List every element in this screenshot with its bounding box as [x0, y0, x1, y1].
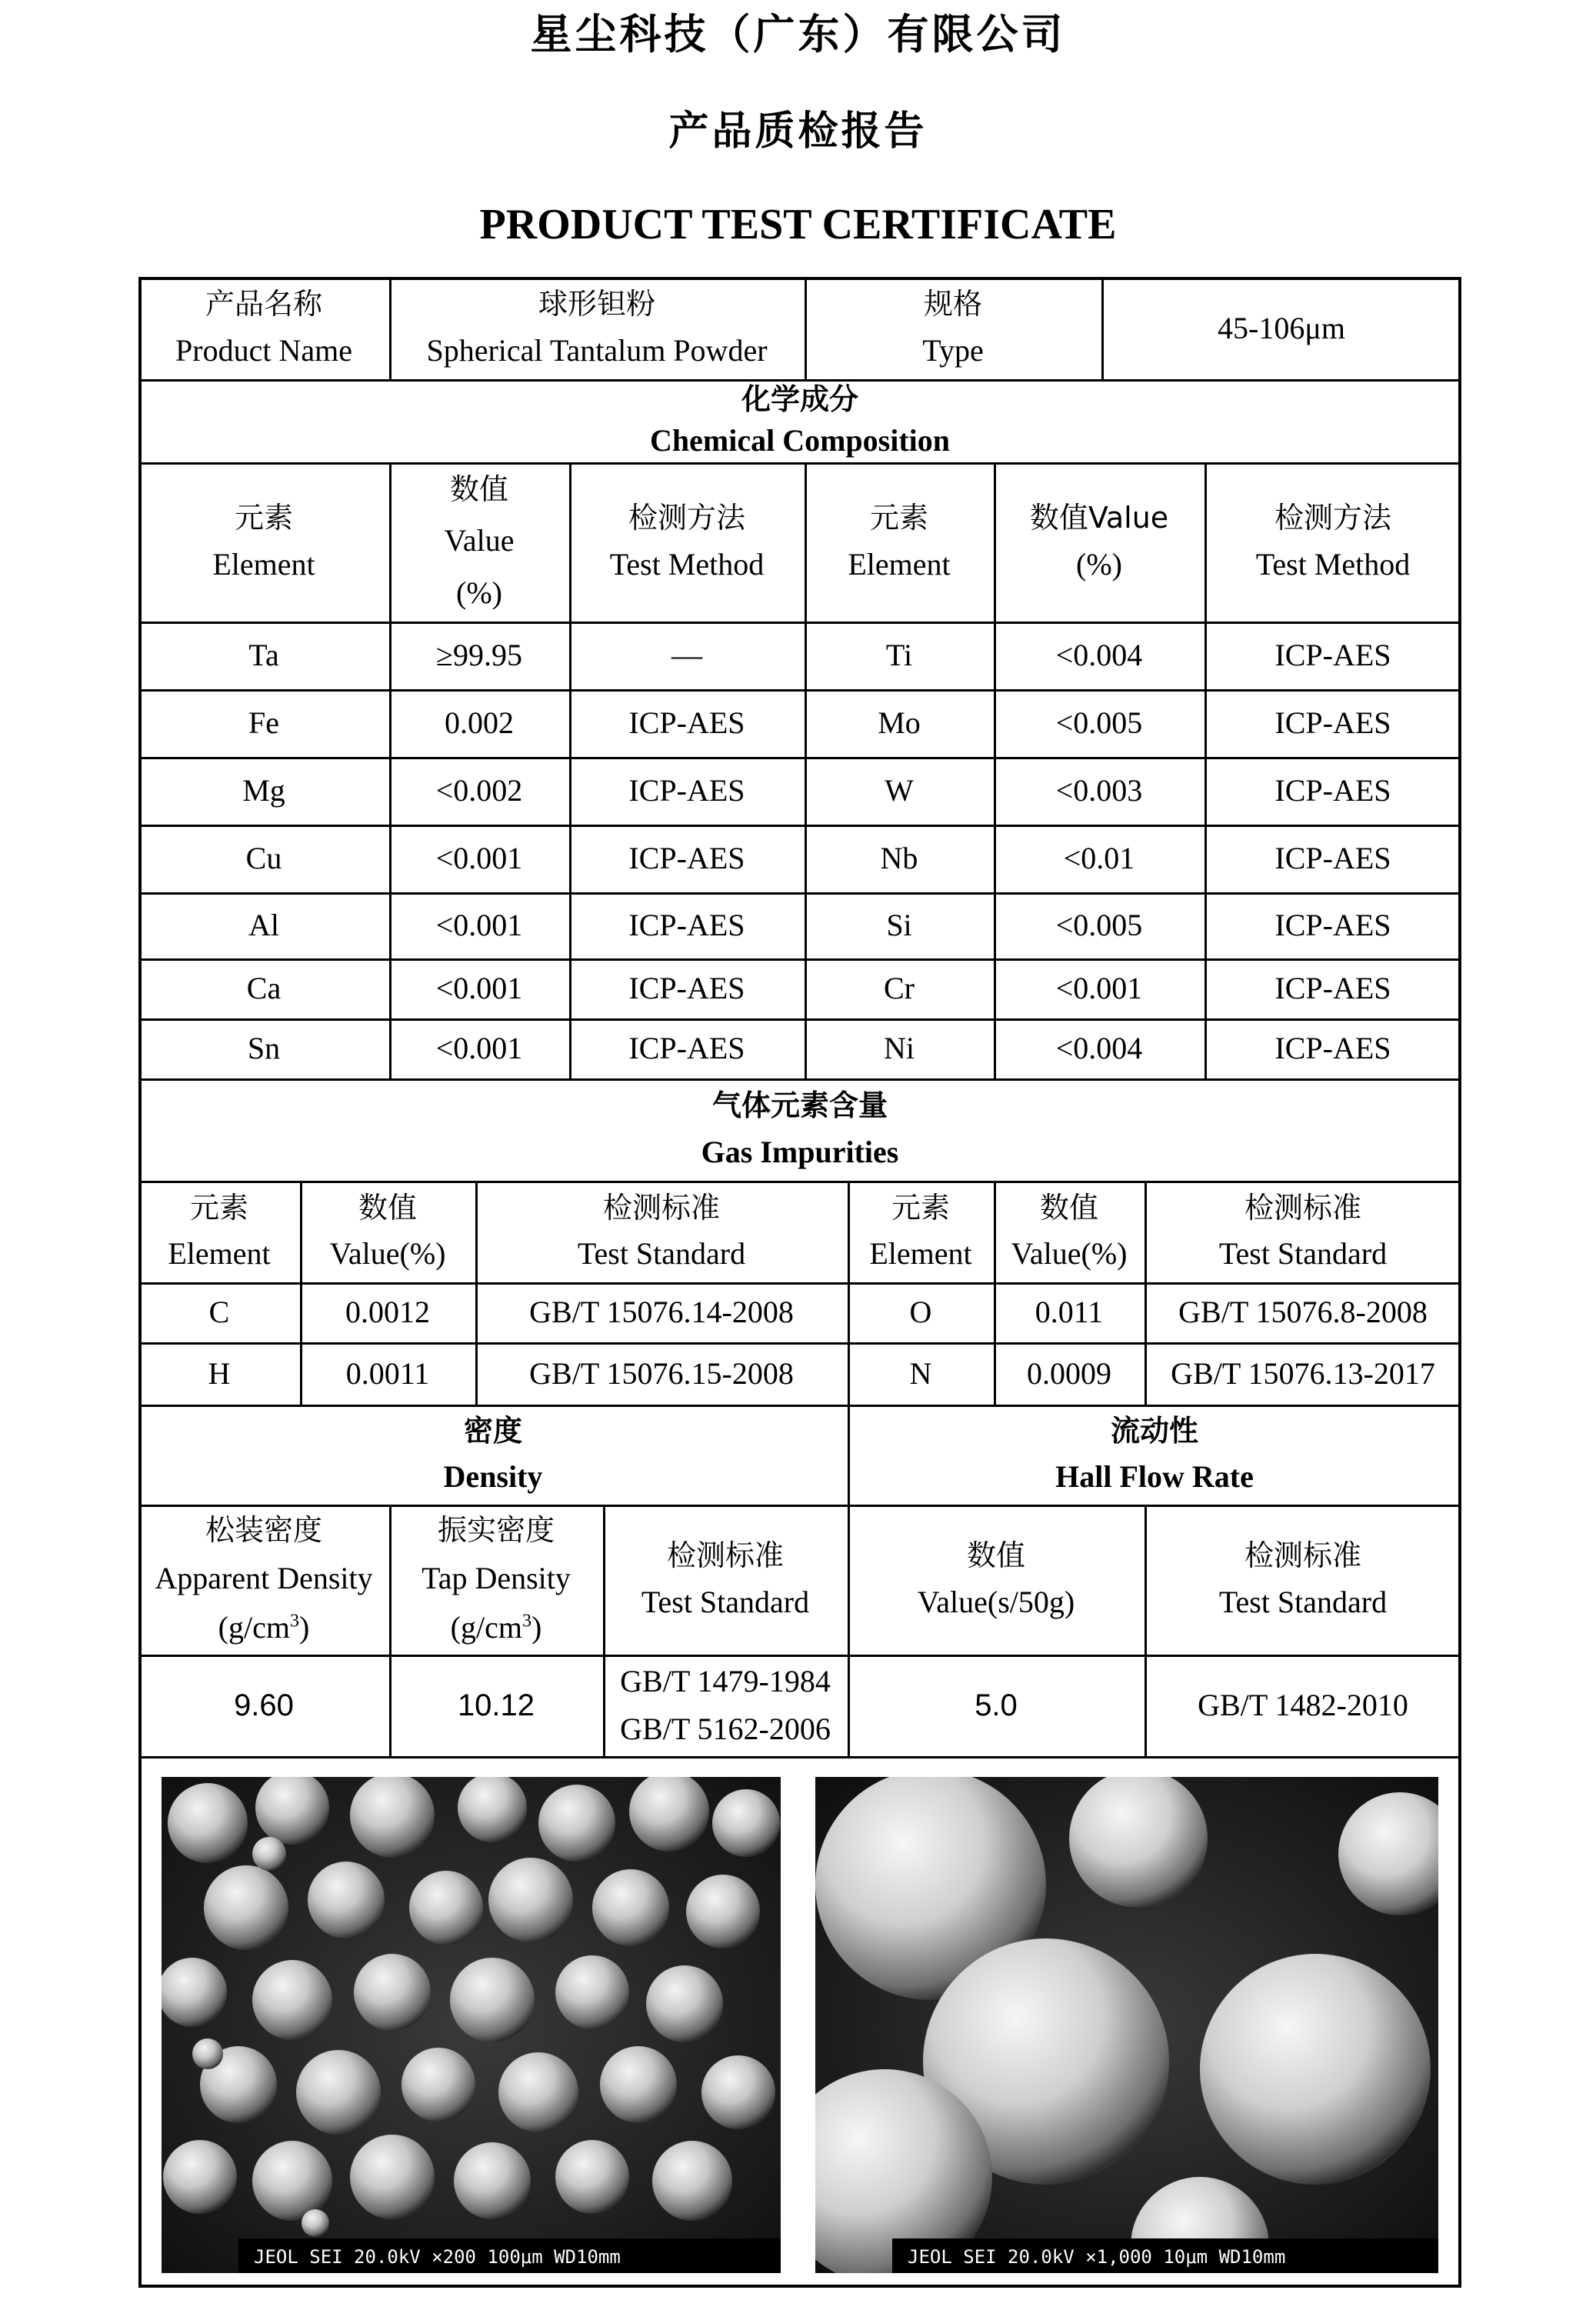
gas-head-element-zh-right: 元素 — [891, 1190, 950, 1225]
product-name-value-cell — [389, 277, 805, 379]
apparent-density-zh: 松装密度 — [205, 1513, 322, 1548]
table-cell: <0.001 — [1055, 971, 1143, 1005]
gas-head-value-right — [994, 1181, 1145, 1282]
sem-caption-1: JEOL SEI 20.0kV ×200 100μm WD10mm — [254, 2246, 621, 2268]
chem-head-method-zh: 检测方法 — [628, 501, 745, 535]
table-cell: <0.001 — [435, 908, 523, 942]
report-title: 产品质检报告 — [668, 108, 928, 155]
table-cell: Sn — [247, 1031, 281, 1065]
flow-value-en: Value(s/50g) — [917, 1584, 1075, 1619]
chem-head-element-left — [138, 462, 389, 622]
table-cell: <0.001 — [435, 841, 523, 875]
flow-standard-en: Test Standard — [1218, 1584, 1388, 1619]
table-cell: ICP-AES — [628, 908, 745, 942]
table-cell: <0.001 — [435, 1031, 523, 1065]
density-standard-values — [603, 1655, 848, 1756]
table-cell: Nb — [880, 841, 918, 875]
chem-head-value-right — [994, 462, 1204, 622]
table-cell: ICP-AES — [1274, 971, 1391, 1005]
gas-head-value-zh-right: 数值 — [1039, 1190, 1098, 1225]
table-cell: ICP-AES — [1274, 638, 1391, 672]
chem-head-element-right — [805, 462, 994, 622]
apparent-density-head — [138, 1505, 389, 1655]
gas-head-value-en: Value(%) — [329, 1236, 446, 1272]
chem-head-method-zh-right: 检测方法 — [1274, 501, 1391, 535]
gas-head-value-en-right: Value(%) — [1011, 1236, 1128, 1272]
table-cell: 0.0011 — [345, 1355, 430, 1391]
apparent-density-unit: $(g/cm^3)$ — [218, 1609, 310, 1645]
density-standard-2: GB/T 5162-2006 — [620, 1712, 831, 1746]
table-cell: GB/T 15076.13-2017 — [1171, 1355, 1435, 1391]
table-cell: <0.005 — [1055, 908, 1143, 942]
table-cell: Ni — [884, 1031, 915, 1065]
table-cell: ICP-AES — [1274, 908, 1391, 942]
gas-head-standard-zh-right: 检测标准 — [1244, 1190, 1361, 1225]
table-cell: ICP-AES — [628, 841, 745, 875]
table-cell: O — [909, 1295, 932, 1329]
chem-head-method-en: Test Method — [609, 546, 765, 582]
gas-head-element-right — [848, 1181, 994, 1282]
flow-value-head — [848, 1505, 1145, 1655]
table-cell: Al — [248, 908, 279, 942]
chem-head-element-en: Element — [212, 546, 315, 582]
flow-section-title — [848, 1405, 1461, 1505]
table-cell: N — [909, 1355, 932, 1391]
table-cell: ICP-AES — [628, 705, 745, 740]
table-cell: <0.005 — [1055, 705, 1143, 740]
gas-head-element-zh: 元素 — [189, 1190, 248, 1225]
chem-head-method-right — [1204, 462, 1461, 622]
table-cell: Ta — [248, 638, 279, 672]
chemical-title-zh: 化学成分 — [741, 382, 858, 417]
flow-title-zh: 流动性 — [1110, 1413, 1198, 1448]
flow-standard-head — [1145, 1505, 1461, 1655]
table-cell: 0.0009 — [1027, 1355, 1111, 1391]
gas-title-zh: 气体元素含量 — [711, 1088, 888, 1123]
sem-caption-2: JEOL SEI 20.0kV ×1,000 10μm WD10mm — [908, 2246, 1286, 2268]
table-cell: ICP-AES — [1274, 773, 1391, 808]
chem-head-element-zh-right: 元素 — [869, 501, 928, 535]
gas-head-standard-left — [475, 1181, 848, 1282]
english-title: PRODUCT TEST CERTIFICATE — [479, 201, 1117, 248]
flow-title-en: Hall Flow Rate — [1055, 1459, 1254, 1495]
density-standard-1: GB/T 1479-1984 — [620, 1664, 831, 1698]
table-cell: <0.001 — [435, 971, 523, 1005]
table-cell: Cr — [884, 971, 915, 1005]
density-section-title — [138, 1405, 848, 1505]
table-cell: ICP-AES — [628, 773, 745, 808]
table-cell: Si — [886, 908, 912, 942]
table-cell: H — [208, 1355, 231, 1391]
table-cell: ICP-AES — [628, 971, 745, 1005]
table-cell: ICP-AES — [1274, 1031, 1391, 1065]
table-cell: — — [671, 638, 702, 672]
type-value: 45-106μm — [1218, 310, 1345, 345]
table-cell: 0.0012 — [345, 1295, 430, 1329]
chem-head-value-left — [389, 462, 569, 622]
gas-head-standard-zh: 检测标准 — [602, 1190, 720, 1225]
type-value-cell — [1101, 277, 1461, 379]
gas-head-element-en-right: Element — [869, 1236, 972, 1272]
chem-head-value-right-label: 数值Value — [1029, 501, 1169, 535]
table-cell: Fe — [248, 705, 279, 740]
table-cell: 0.002 — [445, 705, 514, 740]
product-name-label-en: Product Name — [175, 332, 352, 368]
gas-head-value-left — [300, 1181, 475, 1282]
chem-head-value-zh: 数值 — [449, 472, 508, 507]
type-label-cell — [805, 277, 1101, 379]
table-cell: W — [885, 773, 914, 808]
table-cell: Ca — [246, 971, 282, 1005]
table-cell: Mg — [242, 773, 285, 808]
table-cell: <0.004 — [1055, 1031, 1143, 1065]
table-cell: ICP-AES — [1274, 705, 1391, 740]
table-cell: ICP-AES — [628, 1031, 745, 1065]
table-cell: GB/T 15076.15-2008 — [529, 1355, 794, 1391]
table-cell: GB/T 15076.14-2008 — [529, 1295, 794, 1329]
gas-section-title — [138, 1078, 1461, 1181]
table-cell: <0.003 — [1055, 773, 1143, 808]
table-cell: C — [208, 1295, 230, 1329]
flow-standard-zh: 检测标准 — [1244, 1538, 1361, 1573]
type-label-zh: 规格 — [923, 287, 982, 322]
table-cell: Ti — [885, 638, 913, 672]
gas-title-en: Gas Impurities — [701, 1134, 899, 1169]
type-label-en: Type — [922, 332, 984, 368]
sem-image-x200 — [162, 1777, 781, 2273]
flow-standard-value: GB/T 1482-2010 — [1198, 1688, 1408, 1722]
table-cell: ≥99.95 — [436, 638, 522, 672]
gas-head-standard-en: Test Standard — [577, 1236, 746, 1272]
gas-head-element-en: Element — [168, 1236, 271, 1272]
table-cell: Mo — [878, 705, 921, 740]
chem-head-method-left — [569, 462, 805, 622]
chem-head-value-unit: (%) — [456, 575, 502, 610]
product-name-en: Spherical Tantalum Powder — [426, 332, 768, 368]
table-cell: ICP-AES — [1274, 841, 1391, 875]
density-standard-head — [603, 1505, 848, 1655]
flow-value: 5.0 — [975, 1688, 1018, 1722]
tap-density-head — [389, 1505, 603, 1655]
density-standard-zh: 检测标准 — [666, 1538, 784, 1573]
table-cell: <0.002 — [435, 773, 523, 808]
gas-head-standard-en-right: Test Standard — [1218, 1236, 1388, 1272]
sem-image-x1000 — [815, 1777, 1438, 2273]
density-title-zh: 密度 — [463, 1413, 522, 1448]
chem-head-method-en-right: Test Method — [1255, 546, 1411, 582]
tap-density-en: Tap Density — [421, 1560, 571, 1595]
apparent-density-en: Apparent Density — [155, 1560, 373, 1595]
table-cell: 0.011 — [1035, 1295, 1104, 1329]
density-standard-en: Test Standard — [641, 1584, 810, 1619]
gas-head-value-zh: 数值 — [358, 1190, 417, 1225]
chem-head-element-zh: 元素 — [234, 501, 293, 535]
tap-density-value: 10.12 — [457, 1688, 535, 1722]
product-name-label-zh: 产品名称 — [205, 287, 322, 322]
chem-head-element-en-right: Element — [848, 546, 951, 582]
apparent-density-value: 9.60 — [234, 1688, 294, 1722]
gas-head-element-left — [138, 1181, 300, 1282]
table-cell: Cu — [245, 841, 282, 875]
table-cell: GB/T 15076.8-2008 — [1178, 1295, 1428, 1329]
tap-density-unit: $(g/cm^3)$ — [450, 1609, 542, 1645]
chem-head-value-right-unit: (%) — [1076, 546, 1122, 582]
tap-density-zh: 振实密度 — [437, 1513, 555, 1548]
chem-head-value-en: Value — [444, 522, 515, 558]
table-cell: <0.01 — [1063, 841, 1135, 875]
product-name-zh: 球形钽粉 — [538, 287, 655, 322]
chemical-section-title — [138, 379, 1461, 462]
gas-head-standard-right — [1145, 1181, 1461, 1282]
product-name-label-cell — [138, 277, 389, 379]
chemical-title-en: Chemical Composition — [650, 422, 950, 458]
company-name: 星尘科技（广东）有限公司 — [530, 10, 1066, 58]
table-cell: <0.004 — [1055, 638, 1143, 672]
flow-value-zh: 数值 — [966, 1538, 1025, 1573]
density-title-en: Density — [443, 1459, 543, 1495]
